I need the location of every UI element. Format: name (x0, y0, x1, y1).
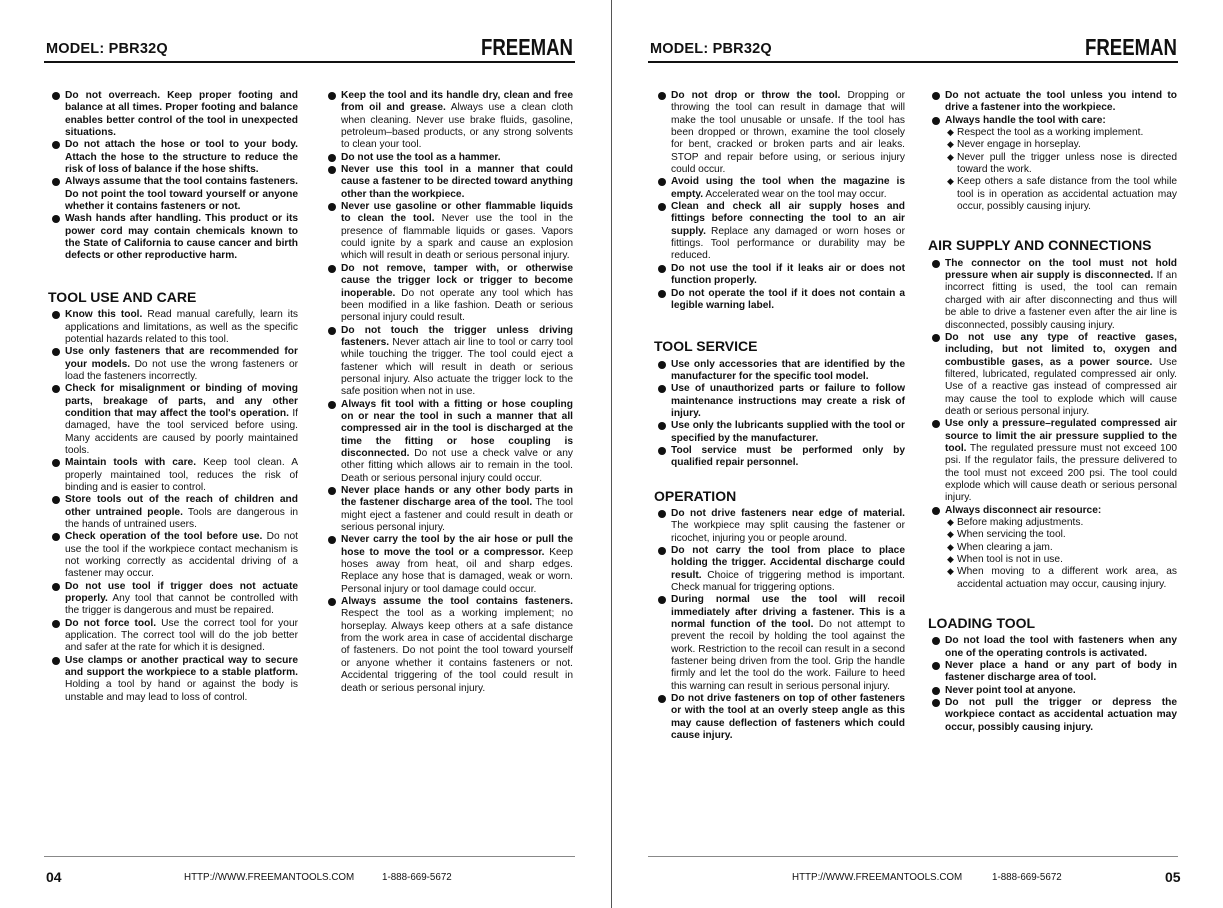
bullet-body-text: Use the correct tool for your application. The correct tool will do the job better and safer at the rate for which it is designed. (65, 617, 299, 654)
bullet-bold-text: Use only fasteners that are recommended for your models. (65, 346, 298, 370)
sub-list-item (945, 542, 1177, 554)
bullet-item (654, 693, 905, 742)
bullet-dot-icon (658, 695, 666, 703)
bullet-item (928, 697, 1177, 734)
bullet-bold-text: Do not drive fasteners near edge of material. (671, 507, 905, 519)
bullet-body-text: Tools are dangerous in the hands of untrained users. (65, 506, 299, 530)
bullet-item (324, 399, 573, 485)
bullet-bold-text: Keep the tool and its handle dry, clean and free from oil and grease. (341, 90, 573, 114)
bullet-bold-text: Wash hands after handling. This product or its power cord may contain chemicals known to the State of California to cause cancer and birth defects or other reproductive harm. (65, 213, 298, 262)
bullet-dot-icon (932, 117, 940, 125)
bullet-dot-icon (328, 327, 336, 335)
bullet-item (654, 359, 905, 384)
bullet-dot-icon (932, 260, 940, 268)
bullet-bold-text: Maintain tools with care. (65, 457, 197, 469)
bullet-dot-icon (52, 92, 60, 100)
sub-list-text: When tool is not in use. (957, 554, 1063, 566)
bullet-item (48, 346, 298, 383)
bullet-dot-icon (658, 178, 666, 186)
bullet-item (654, 508, 905, 545)
sub-list-text: When servicing the tool. (957, 529, 1066, 541)
bullet-item (48, 531, 298, 580)
bullet-bold-text: Do not drop or throw the tool. (671, 90, 841, 101)
bullet-body-text: Never use the tool in the presence of flammable liquids or gases. Vapors could ignite by a spark and cause an explosion which will result in death or serious personal injury. (341, 213, 573, 262)
sub-list-text: Never engage in horseplay. (957, 139, 1081, 151)
bullet-dot-icon (328, 203, 336, 211)
bullet-item (48, 90, 298, 139)
bullet-item (654, 594, 905, 693)
bullet-dot-icon (932, 687, 940, 695)
bullet-dot-icon (52, 348, 60, 356)
bullet-bold-text: Always assume that the tool contains fasteners. Do not point the tool toward yourself or anyone whether it contains fasteners or not. (65, 176, 298, 213)
bullet-dot-icon (52, 385, 60, 393)
footer-rule (44, 856, 575, 857)
bullet-bold-text: Use of unauthorized parts or failure to follow maintenance instructions may create a risk of injury. (671, 383, 905, 419)
bullet-dot-icon (658, 265, 666, 273)
bullet-item (654, 263, 905, 288)
footer-rule (648, 856, 1178, 857)
bullet-bold-text: Check operation of the tool before use. (65, 531, 263, 543)
bullet-body-text: The regulated pressure must not exceed 100 psi. If the regulator fails, the pressure delivered to the tool must not exceed 200 psi. The tool could explode which will cause death or serious personal injury. (945, 442, 1177, 504)
bullet-bold-text: Do not use tool if trigger does not actuate properly. (65, 580, 298, 605)
bullet-dot-icon (932, 662, 940, 670)
bullet-item (324, 164, 573, 201)
bullet-dot-icon (658, 596, 666, 604)
bullet-body-text: Holding a tool by hand or against the body is unstable and may lead to loss of control. (65, 679, 298, 703)
bullet-bold-text: Never point tool at anyone. (945, 684, 1076, 696)
bullet-body-text: Replace any damaged or worn hoses or fittings. Tool performance or durability may be reduced. (671, 225, 905, 262)
bullet-body-text: Keep hoses away from heat, oil and sharp edges. Replace any hose that is damaged, weak or worn. Personal injury or tool damage could occur. (341, 546, 574, 595)
bullet-item (48, 618, 298, 655)
bullet-bold-text: Use only a pressure–regulated compressed air source to limit the air pressure supplied to the tool. (945, 418, 1177, 454)
bullet-bold-text: Do not load the tool with fasteners when any one of the operating controls is activated. (945, 635, 1177, 659)
bullet-bold-text: Do not use the tool if it leaks air or does not function properly. (671, 262, 905, 287)
bullet-bold-text: Always assume the tool contains fasteners. (341, 596, 573, 608)
bullet-body-text: Choice of triggering method is important. Check manual for triggering options. (671, 569, 905, 594)
bullet-item (48, 581, 298, 618)
bullet-bold-text: Check for misalignment or binding of moving parts, breakage of parts, and any other condition that may affect the tool's operation. (65, 383, 298, 419)
bullet-dot-icon (932, 420, 940, 428)
bullet-bold-text: Tool service must be performed only by qualified repair personnel. (671, 444, 905, 469)
brand-logo-text: FREEMAN (1085, 34, 1177, 60)
diamond-bullet-icon: ◆ (947, 554, 954, 565)
bullet-dot-icon (52, 533, 60, 541)
bullet-bold-text: Use only the lubricants supplied with the tool or specified by the manufacturer. (671, 420, 905, 444)
bullet-dot-icon (932, 637, 940, 645)
section-title-operation: OPERATION (654, 487, 737, 504)
freeman-logo (480, 34, 574, 58)
bullet-body-text: If an incorrect fitting is used, the tool can remain charged with air after disconnecting and thus will be able to drive a fastener even after the air line is disconnected, possibly causing injury. (945, 270, 1177, 331)
brand-logo-text: FREEMAN (481, 34, 573, 60)
bullet-bold-text: Never place hands or any other body parts in the fastener discharge area of the tool. (341, 485, 573, 509)
sub-list-text: Keep others a safe distance from the tool while tool is in operation as accidental actuation may occur, possibly causing injury. (957, 176, 1177, 213)
right-column-1 (654, 90, 905, 743)
bullet-item (48, 383, 298, 457)
bullet-body-text: Dropping or throwing the tool can result in damage that will make the tool unusable or unsafe. If the tool has been dropped or thrown, examine the tool closely for bent, cracked or broken parts and air leaks. STOP and repair before using, or serious injury could occur. (671, 90, 906, 176)
diamond-bullet-icon: ◆ (947, 517, 954, 527)
left-page (0, 0, 611, 908)
bullet-dot-icon (932, 334, 940, 342)
freeman-logo (1084, 34, 1178, 58)
bullet-item (928, 418, 1177, 504)
bullet-dot-icon (52, 583, 60, 591)
bullet-bold-text: Use clamps or another practical way to secure and support the workpiece to a stable platform. (65, 654, 298, 679)
diamond-bullet-icon: ◆ (947, 151, 954, 162)
bullet-item (654, 288, 905, 313)
bullet-body-text: Do not use the tool if the workpiece contact mechanism is not working correctly as accidental driving of a fastener may occur. (65, 531, 298, 580)
bullet-item (928, 505, 1177, 517)
sub-list-item (945, 517, 1177, 529)
bullet-item (654, 445, 905, 470)
bullet-dot-icon (52, 141, 60, 149)
left-column-1 (48, 90, 298, 704)
footer-url[interactable]: HTTP://WWW.FREEMANTOOLS.COM (792, 872, 963, 883)
bullet-bold-text: Do not attach the hose or tool to your body. Attach the hose to the structure to reduce the risk of loss of balance if the hose shifts. (65, 139, 298, 176)
bullet-item (654, 176, 905, 201)
bullet-dot-icon (932, 507, 940, 515)
bullet-item (928, 635, 1177, 660)
section-title-tool-use: TOOL USE AND CARE (48, 288, 197, 305)
model-label: MODEL: PBR32Q (46, 41, 168, 57)
bullet-body-text: Do not attempt to prevent the recoil by holding the tool against the work. Restriction to the recoil can result in a second fastener being driven from the tool. Grip the handle firmly and let the tool do the work. Failure to heed this warning can result in serious personal injury. (671, 619, 905, 692)
page-number-right: 05 (1165, 869, 1181, 885)
bullet-dot-icon (658, 447, 666, 455)
bullet-bold-text: Always disconnect air resource: (945, 504, 1102, 516)
bullet-item (48, 176, 298, 213)
bullet-item (928, 115, 1177, 127)
bullet-item (48, 655, 298, 704)
sub-list-item (945, 176, 1177, 213)
bullet-item (654, 545, 905, 594)
bullet-bold-text: During normal use the tool will recoil immediately after driving a fastener. This is a normal function of the tool. (671, 594, 905, 631)
bullet-dot-icon (328, 166, 336, 174)
bullet-dot-icon (52, 215, 60, 223)
bullet-dot-icon (52, 657, 60, 665)
diamond-bullet-icon: ◆ (947, 139, 954, 150)
bullet-body-text: Use filtered, lubricated, regulated compressed air only. Use of a reactive gas instead of compressed air may cause the tool to explode which will cause death or serious personal injury. (945, 356, 1177, 417)
bullet-dot-icon (658, 547, 666, 555)
bullet-item (654, 90, 905, 176)
bullet-bold-text: Never place a hand or any part of body in fastener discharge area of tool. (945, 660, 1177, 684)
bullet-bold-text: Never carry the tool by the air hose or pull the hose to move the tool or a compressor. (341, 534, 573, 558)
bullet-dot-icon (932, 699, 940, 707)
right-page (612, 0, 1223, 908)
bullet-body-text: Accelerated wear on the tool may occur. (703, 188, 887, 200)
bullet-bold-text: Do not use any type of reactive gases, including, but not limited to, oxygen and combustible gases, as a power source. (945, 331, 1177, 368)
bullet-body-text: The workpiece may split causing the fastener or ricochet, injuring you or people around. (671, 520, 905, 544)
bullet-dot-icon (328, 401, 336, 409)
diamond-bullet-icon: ◆ (947, 541, 954, 552)
bullet-bold-text: Do not remove, tamper with, or otherwise cause the trigger lock or trigger to become inoperable. (341, 262, 573, 299)
bullet-item (654, 201, 905, 263)
bullet-dot-icon (328, 154, 336, 162)
diamond-bullet-icon: ◆ (947, 127, 954, 138)
bullet-bold-text: Do not touch the trigger unless driving fasteners. (341, 324, 573, 348)
bullet-bold-text: Never use gasoline or other flammable liquids to clean the tool. (341, 201, 573, 225)
bullet-dot-icon (52, 459, 60, 467)
bullet-dot-icon (658, 203, 666, 211)
bullet-item (928, 332, 1177, 418)
bullet-bold-text: Do not use the tool as a hammer. (341, 151, 501, 163)
bullet-item (928, 660, 1177, 685)
bullet-body-text: Do not operate any tool which has been modified in a like fashion. Death or serious personal injury could result. (341, 287, 573, 324)
bullet-body-text: Always use a clean cloth when cleaning. Never use brake fluids, gasoline, petroleum–based products, or any strong solvents to clean your tool. (341, 102, 574, 151)
bullet-bold-text: Avoid using the tool when the magazine is empty. (671, 176, 905, 200)
bullet-bold-text: Know this tool. (65, 309, 143, 321)
bullet-bold-text: Never use this tool in a manner that could cause a fastener to be directed toward anything other than the workpiece. (341, 164, 573, 200)
bullet-item (324, 90, 573, 152)
bullet-bold-text: Do not carry the tool from place to place holding the trigger. Accidental discharge could result. (671, 545, 905, 581)
bullet-item (48, 494, 298, 531)
sub-list-item (945, 127, 1177, 139)
page-number-left: 04 (46, 869, 62, 885)
bullet-item (928, 258, 1177, 332)
bullet-bold-text: Do not pull the trigger or depress the workpiece contact as accidental actuation may occur, possibly causing injury. (945, 697, 1177, 733)
bullet-dot-icon (328, 487, 336, 495)
bullet-item (324, 534, 573, 596)
bullet-dot-icon (328, 536, 336, 544)
bullet-bold-text: Always handle the tool with care: (945, 114, 1106, 126)
bullet-body-text: The tool might eject a fastener and could result in death or serious personal injury. (341, 497, 573, 534)
sub-list-item (945, 554, 1177, 566)
bullet-bold-text: The connector on the tool must not hold pressure when air supply is disconnected. (945, 257, 1177, 282)
bullet-item (48, 139, 298, 176)
bullet-item (324, 152, 573, 164)
bullet-body-text: Never attach air line to tool or carry tool while touching the trigger. The tool could eject a fastener which will result in death or serious personal injury. Also actuate the trigger lock to the safe position when not in use. (341, 336, 573, 398)
section-title-loading-tool: LOADING TOOL (928, 615, 1036, 632)
footer-url[interactable]: HTTP://WWW.FREEMANTOOLS.COM (184, 872, 355, 883)
sub-list-text: When clearing a jam. (957, 541, 1053, 553)
bullet-body-text: Respect the tool as a working implement; no horseplay. Always keep others at a safe distance from the work area in case of accidental discharge of fasteners. Do not point the tool toward yourself or anyone whether it contains fasteners or not. Accidental triggering of the tool could result in death or serious personal injury. (341, 608, 573, 694)
bullet-dot-icon (328, 598, 336, 606)
bullet-bold-text: Do not drive fasteners on top of other fasteners or with the tool at an overly steep angle as this may cause deflection of fasteners which could cause injury. (671, 693, 905, 742)
bullet-dot-icon (658, 290, 666, 298)
bullet-item (48, 213, 298, 262)
bullet-item (928, 90, 1177, 115)
header-rule (44, 61, 575, 63)
bullet-dot-icon (658, 422, 666, 430)
sub-list-text: Respect the tool as a working implement. (957, 127, 1144, 139)
bullet-item (928, 685, 1177, 697)
model-label: MODEL: PBR32Q (650, 41, 772, 57)
bullet-dot-icon (52, 620, 60, 628)
diamond-bullet-icon: ◆ (947, 529, 954, 540)
bullet-item (324, 201, 573, 263)
right-column-2 (928, 90, 1177, 734)
bullet-bold-text: Store tools out of the reach of children and other untrained people. (65, 494, 298, 518)
bullet-item (654, 383, 905, 420)
sub-list-item (945, 139, 1177, 151)
footer-phone: 1-888-669-5672 (992, 872, 1062, 883)
bullet-body-text: Read manual carefully, learn its applications and limitations, as well as the specific potential hazards related to this tool. (65, 309, 298, 345)
bullet-bold-text: Do not force tool. (65, 617, 157, 629)
bullet-dot-icon (658, 510, 666, 518)
bullet-bold-text: Clean and check all air supply hoses and fittings before connecting the tool to an air supply. (671, 201, 905, 237)
bullet-dot-icon (932, 92, 940, 100)
section-title-tool-service: TOOL SERVICE (654, 338, 758, 355)
bullet-bold-text: Do not overreach. Keep proper footing and balance at all times. Proper footing and balance enables better control of the tool in unexpected situations. (65, 90, 298, 139)
bullet-body-text: Do not use a check valve or any other fitting which allows air to remain in the tool. Death or serious personal injury could occur. (341, 447, 573, 484)
bullet-bold-text: Do not operate the tool if it does not contain a legible warning label. (671, 287, 905, 311)
bullet-bold-text: Do not actuate the tool unless you intend to drive a fastener into the workpiece. (945, 90, 1177, 114)
bullet-dot-icon (328, 265, 336, 273)
bullet-bold-text: Always fit tool with a fitting or hose coupling on or near the tool in such a manner that all compressed air in the tool is discharged at the time the fitting or hose coupling is disconnected. (341, 398, 573, 459)
bullet-dot-icon (52, 311, 60, 319)
bullet-item (324, 485, 573, 534)
bullet-body-text: Any tool that cannot be controlled with the trigger is dangerous and must be repaired. (65, 593, 298, 617)
bullet-dot-icon (52, 178, 60, 186)
bullet-body-text: Do not use the wrong fasteners or load the fasteners incorrectly. (65, 358, 299, 382)
bullet-body-text: Keep tool clean. A properly maintained tool, reduces the risk of binding and is easier to control. (65, 457, 298, 493)
sub-list-item (945, 566, 1177, 591)
header-rule (648, 61, 1178, 63)
bullet-item (48, 309, 298, 346)
sub-list-item (945, 152, 1177, 177)
bullet-item (324, 596, 573, 695)
sub-list-text: Never pull the trigger unless nose is directed toward the work. (957, 151, 1177, 176)
sub-list-text: When moving to a different work area, as accidental actuation may occur, causing injury. (957, 566, 1177, 590)
footer-phone: 1-888-669-5672 (382, 872, 452, 883)
bullet-item (654, 420, 905, 445)
sub-list-item (945, 529, 1177, 541)
diamond-bullet-icon: ◆ (947, 176, 954, 187)
bullet-dot-icon (328, 92, 336, 100)
bullet-dot-icon (658, 92, 666, 100)
bullet-body-text: If damaged, have the tool serviced before using. Many accidents are caused by poorly maintained tools. (65, 407, 298, 456)
diamond-bullet-icon: ◆ (947, 566, 954, 577)
bullet-bold-text: Use only accessories that are identified by the manufacturer for the specific tool model. (671, 358, 905, 382)
section-title-air-supply: AIR SUPPLY AND CONNECTIONS (928, 237, 1152, 254)
bullet-dot-icon (52, 496, 60, 504)
bullet-dot-icon (658, 385, 666, 393)
bullet-item (324, 325, 573, 399)
left-column-2 (324, 90, 573, 695)
bullet-item (324, 263, 573, 325)
bullet-dot-icon (658, 361, 666, 369)
bullet-item (48, 457, 298, 494)
sub-list-text: Before making adjustments. (957, 517, 1084, 528)
